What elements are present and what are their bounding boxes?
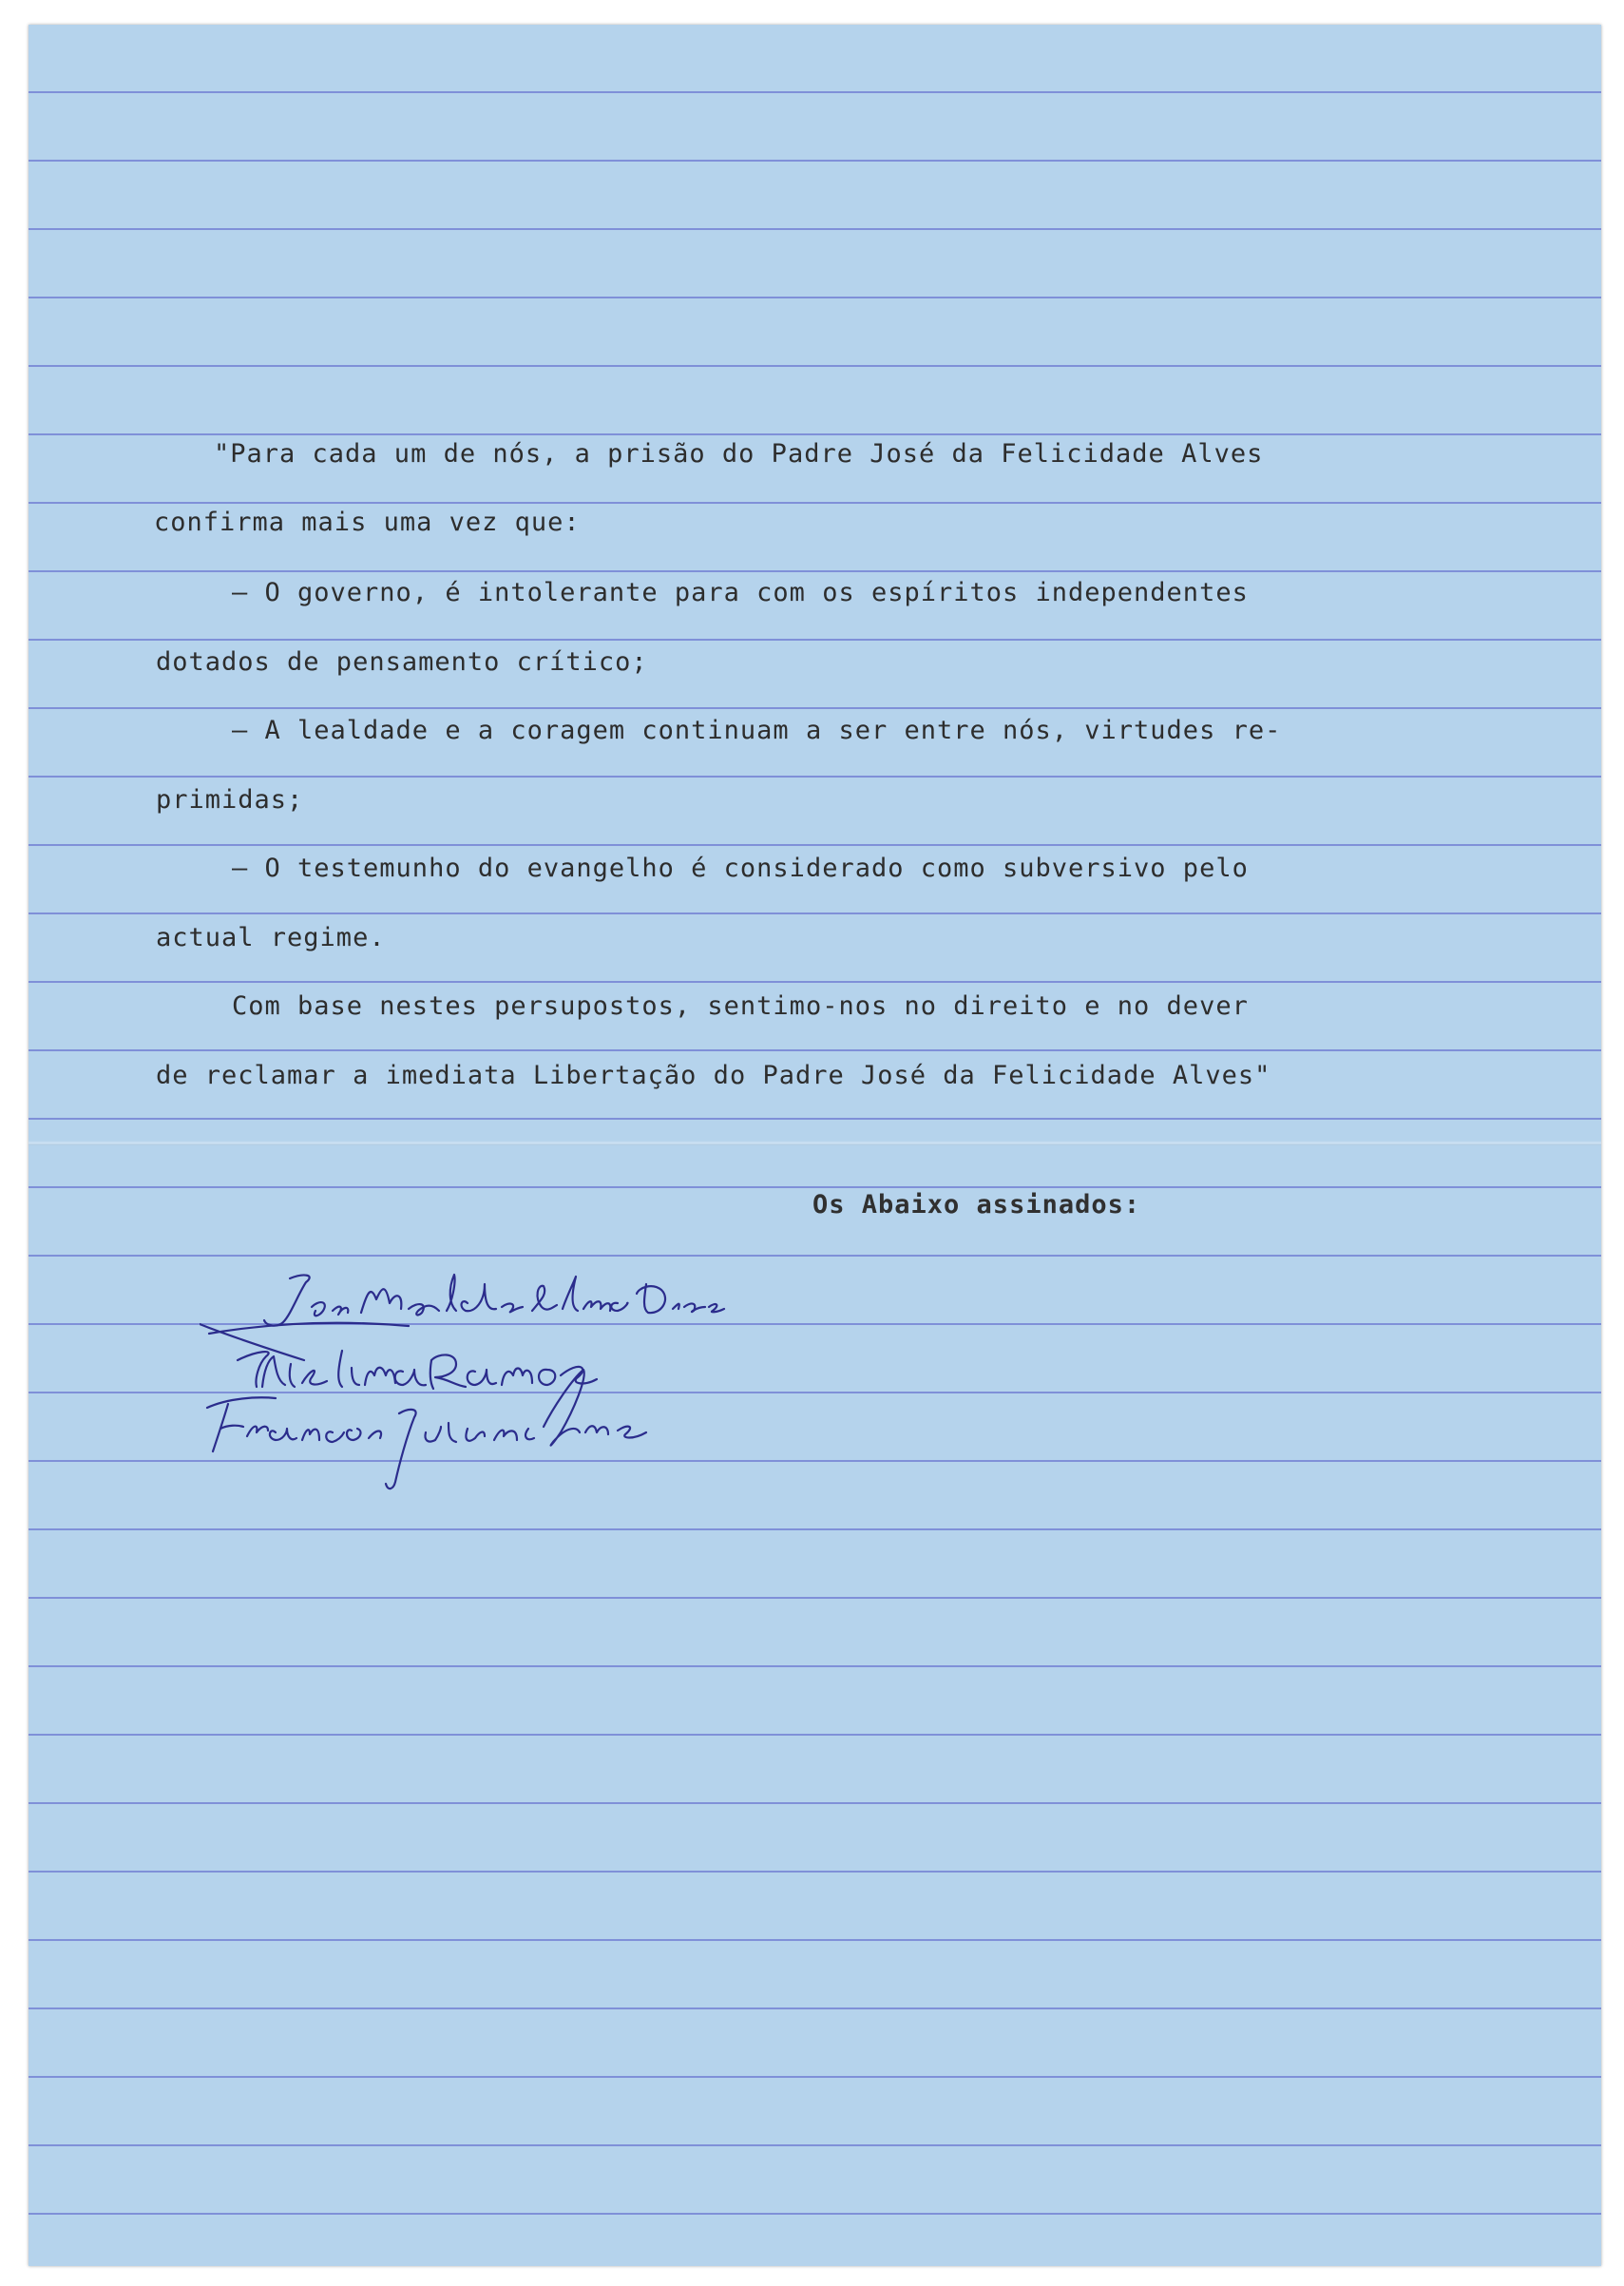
text-line-3: — O governo, é intolerante para com os espíritos independentes: [232, 578, 1249, 607]
signature-3: [207, 1370, 646, 1489]
text-line-7: — O testemunho do evangelho é considerado como subversivo pelo: [232, 854, 1249, 883]
letter-sheet: [29, 25, 1601, 2266]
text-line-10: de reclamar a imediata Libertação do Padre José da Felicidade Alves": [156, 1061, 1271, 1090]
closing-line: Os Abaixo assinados:: [812, 1190, 1141, 1220]
text-line-8: actual regime.: [156, 923, 386, 952]
signature-1: [209, 1275, 724, 1334]
text-line-9: Com base nestes persupostos, sentimo-nos no direito e no dever: [232, 991, 1249, 1021]
text-line-2: confirma mais uma vez que:: [154, 508, 581, 537]
text-line-4: dotados de pensamento crítico;: [156, 647, 648, 677]
text-line-5: — A lealdade e a coragem continuam a ser entre nós, virtudes re-: [232, 716, 1282, 745]
signature-2: [200, 1324, 597, 1389]
text-line-1: "Para cada um de nós, a prisão do Padre José da Felicidade Alves: [214, 439, 1264, 469]
paper-fold: [29, 1141, 1601, 1145]
text-line-6: primidas;: [156, 785, 304, 815]
signature-block: [200, 1265, 941, 1493]
